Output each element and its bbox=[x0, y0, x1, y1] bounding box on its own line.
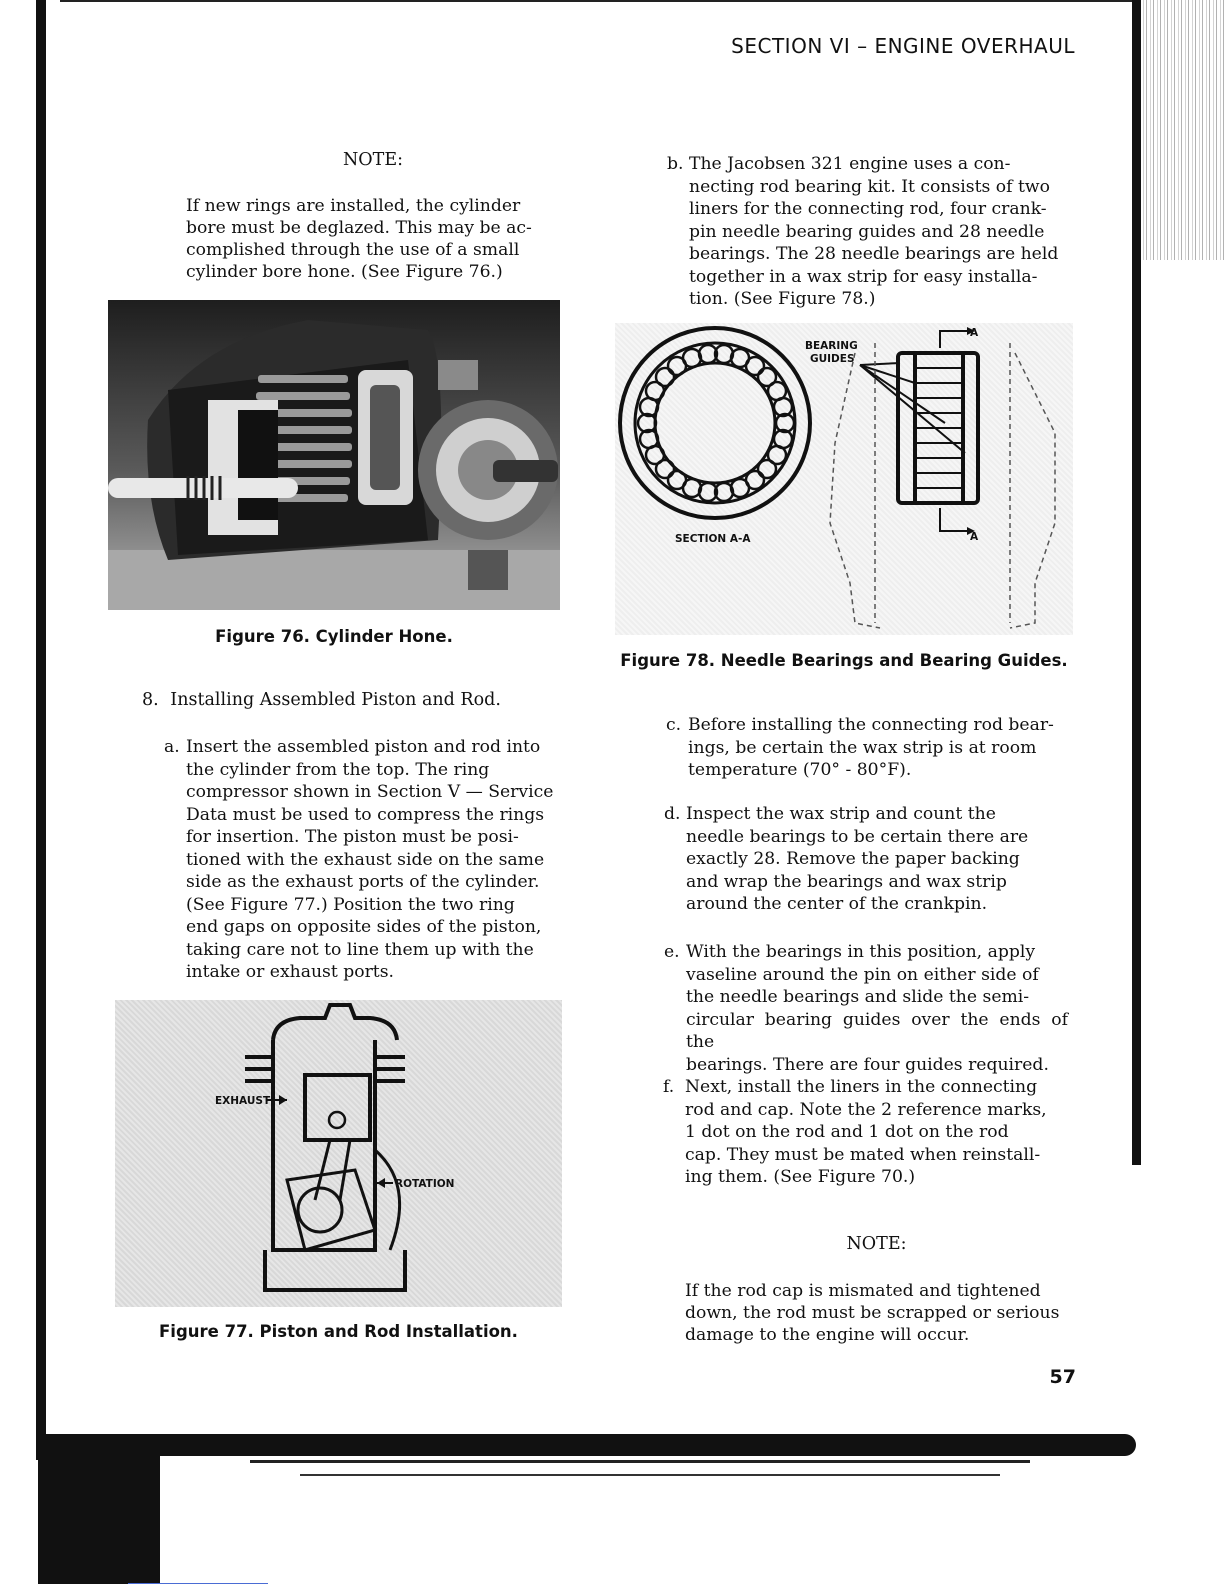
text-line: the needle bearings and slide the semi- bbox=[686, 987, 1030, 1007]
text-line: the cylinder from the top. The ring bbox=[186, 759, 490, 780]
rotation-label: ROTATION bbox=[395, 1178, 455, 1190]
text-line: taking care not to line them up with the bbox=[186, 939, 534, 960]
text-line: ing them. (See Figure 70.) bbox=[685, 1167, 916, 1187]
text-line: for insertion. The piston must be posi- bbox=[186, 827, 519, 847]
text-line: liners for the connecting rod, four crank- bbox=[689, 199, 1047, 219]
section-marker-bottom: A bbox=[970, 531, 979, 543]
section-marker-top: A bbox=[970, 327, 979, 339]
text-line: around the center of the crankpin. bbox=[686, 894, 988, 914]
text-line: Data must be used to compress the rings bbox=[186, 804, 545, 825]
text-line: rod and cap. Note the 2 reference marks, bbox=[685, 1099, 1047, 1120]
text-line: together in a wax strip for easy installa- bbox=[689, 266, 1038, 287]
piston-rod-diagram bbox=[115, 1000, 562, 1307]
text-line: Next, install the liners in the connecting bbox=[685, 1077, 1038, 1097]
text-line: pin needle bearing guides and 28 needle bbox=[689, 221, 1045, 242]
scan-bottom-line bbox=[300, 1474, 1000, 1476]
text-line: side as the exhaust ports of the cylinder. bbox=[186, 872, 540, 892]
text-line: needle bearings to be certain there are bbox=[686, 826, 1029, 847]
list-item-d bbox=[664, 803, 1068, 916]
page-number: 57 bbox=[1049, 1366, 1076, 1388]
list-marker: b. bbox=[667, 154, 684, 174]
needle-bearing-diagram bbox=[615, 323, 1073, 635]
figure-78-diagram bbox=[615, 323, 1073, 635]
bearing-label: BEARING bbox=[805, 340, 858, 352]
figure-77-diagram bbox=[115, 1000, 562, 1307]
text-line: The Jacobsen 321 engine uses a con- bbox=[689, 154, 1011, 174]
step-number: 8. bbox=[142, 690, 159, 710]
cylinder-hone-photo bbox=[108, 300, 560, 610]
list-marker: e. bbox=[664, 942, 680, 962]
text-line: intake or exhaust ports. bbox=[186, 962, 394, 982]
text-line: Insert the assembled piston and rod into bbox=[186, 737, 541, 757]
text-line: bearings. There are four guides required. bbox=[686, 1054, 1049, 1075]
list-item-b bbox=[667, 153, 1069, 311]
list-marker: f. bbox=[663, 1077, 675, 1097]
text-line: If the rod cap is mismated and tightened bbox=[685, 1281, 1041, 1301]
list-marker: c. bbox=[666, 715, 682, 735]
figure-78-caption: Figure 78. Needle Bearings and Bearing Guides. bbox=[620, 651, 1068, 670]
step-title: Installing Assembled Piston and Rod. bbox=[170, 690, 501, 710]
text-line: bore must be deglazed. This may be ac- bbox=[186, 218, 532, 238]
note-body bbox=[186, 195, 562, 283]
text-line: complished through the use of a small bbox=[186, 240, 520, 260]
text-line: damage to the engine will occur. bbox=[685, 1325, 970, 1345]
text-line: Inspect the wax strip and count the bbox=[686, 804, 996, 824]
text-line: ings, be certain the wax strip is at room bbox=[688, 737, 1037, 758]
text-line: end gaps on opposite sides of the piston, bbox=[186, 917, 542, 937]
list-marker: d. bbox=[664, 804, 681, 824]
text-line: With the bearings in this position, apply bbox=[686, 942, 1036, 962]
text-line: compressor shown in Section V — Service bbox=[186, 782, 554, 802]
text-line: 1 dot on the rod and 1 dot on the rod bbox=[685, 1122, 1009, 1142]
figure-77-caption: Figure 77. Piston and Rod Installation. bbox=[159, 1322, 518, 1341]
text-line: vaseline around the pin on either side of bbox=[686, 964, 1039, 985]
scan-top-edge bbox=[60, 0, 1140, 2]
note-title: NOTE: bbox=[846, 1234, 907, 1254]
text-line: circular bearing guides over the ends of the bbox=[686, 1009, 1068, 1052]
text-line: exactly 28. Remove the paper backing bbox=[686, 849, 1020, 869]
text-line: necting rod bearing kit. It consists of two bbox=[689, 176, 1050, 197]
text-line: Before installing the connecting rod bear- bbox=[688, 715, 1054, 735]
text-line: temperature (70° - 80°F). bbox=[688, 760, 912, 780]
note-body bbox=[685, 1280, 1068, 1346]
scan-bottom-line bbox=[250, 1460, 1030, 1463]
guides-label: GUIDES bbox=[810, 353, 855, 365]
scan-left-edge bbox=[36, 0, 46, 1460]
scan-bottom-edge bbox=[36, 1434, 1136, 1456]
text-line: cap. They must be mated when reinstall- bbox=[685, 1144, 1041, 1165]
text-line: (See Figure 77.) Position the two ring bbox=[186, 894, 515, 915]
list-item-e bbox=[664, 941, 1068, 1076]
scan-right-edge bbox=[1132, 0, 1141, 1165]
list-marker: a. bbox=[164, 737, 180, 757]
text-line: cylinder bore hone. (See Figure 76.) bbox=[186, 262, 503, 282]
step-8-heading bbox=[142, 690, 501, 710]
list-item-a bbox=[164, 736, 562, 984]
scan-noise bbox=[1143, 0, 1224, 260]
scan-corner-block bbox=[38, 1456, 160, 1584]
section-header: SECTION VI – ENGINE OVERHAUL bbox=[731, 34, 1075, 58]
text-line: bearings. The 28 needle bearings are held bbox=[689, 244, 1059, 264]
text-line: If new rings are installed, the cylinder bbox=[186, 196, 521, 216]
list-item-f bbox=[663, 1076, 1068, 1189]
section-aa-label: SECTION A-A bbox=[675, 533, 751, 545]
text-line: tioned with the exhaust side on the same bbox=[186, 849, 545, 870]
text-line: down, the rod must be scrapped or serious bbox=[685, 1303, 1060, 1323]
exhaust-label: EXHAUST bbox=[215, 1095, 271, 1107]
text-line: tion. (See Figure 78.) bbox=[689, 289, 876, 309]
list-item-c bbox=[666, 714, 1068, 782]
figure-76-caption: Figure 76. Cylinder Hone. bbox=[215, 627, 453, 646]
text-line: and wrap the bearings and wax strip bbox=[686, 871, 1007, 892]
note-title: NOTE: bbox=[342, 150, 403, 170]
figure-76-photo bbox=[108, 300, 560, 610]
